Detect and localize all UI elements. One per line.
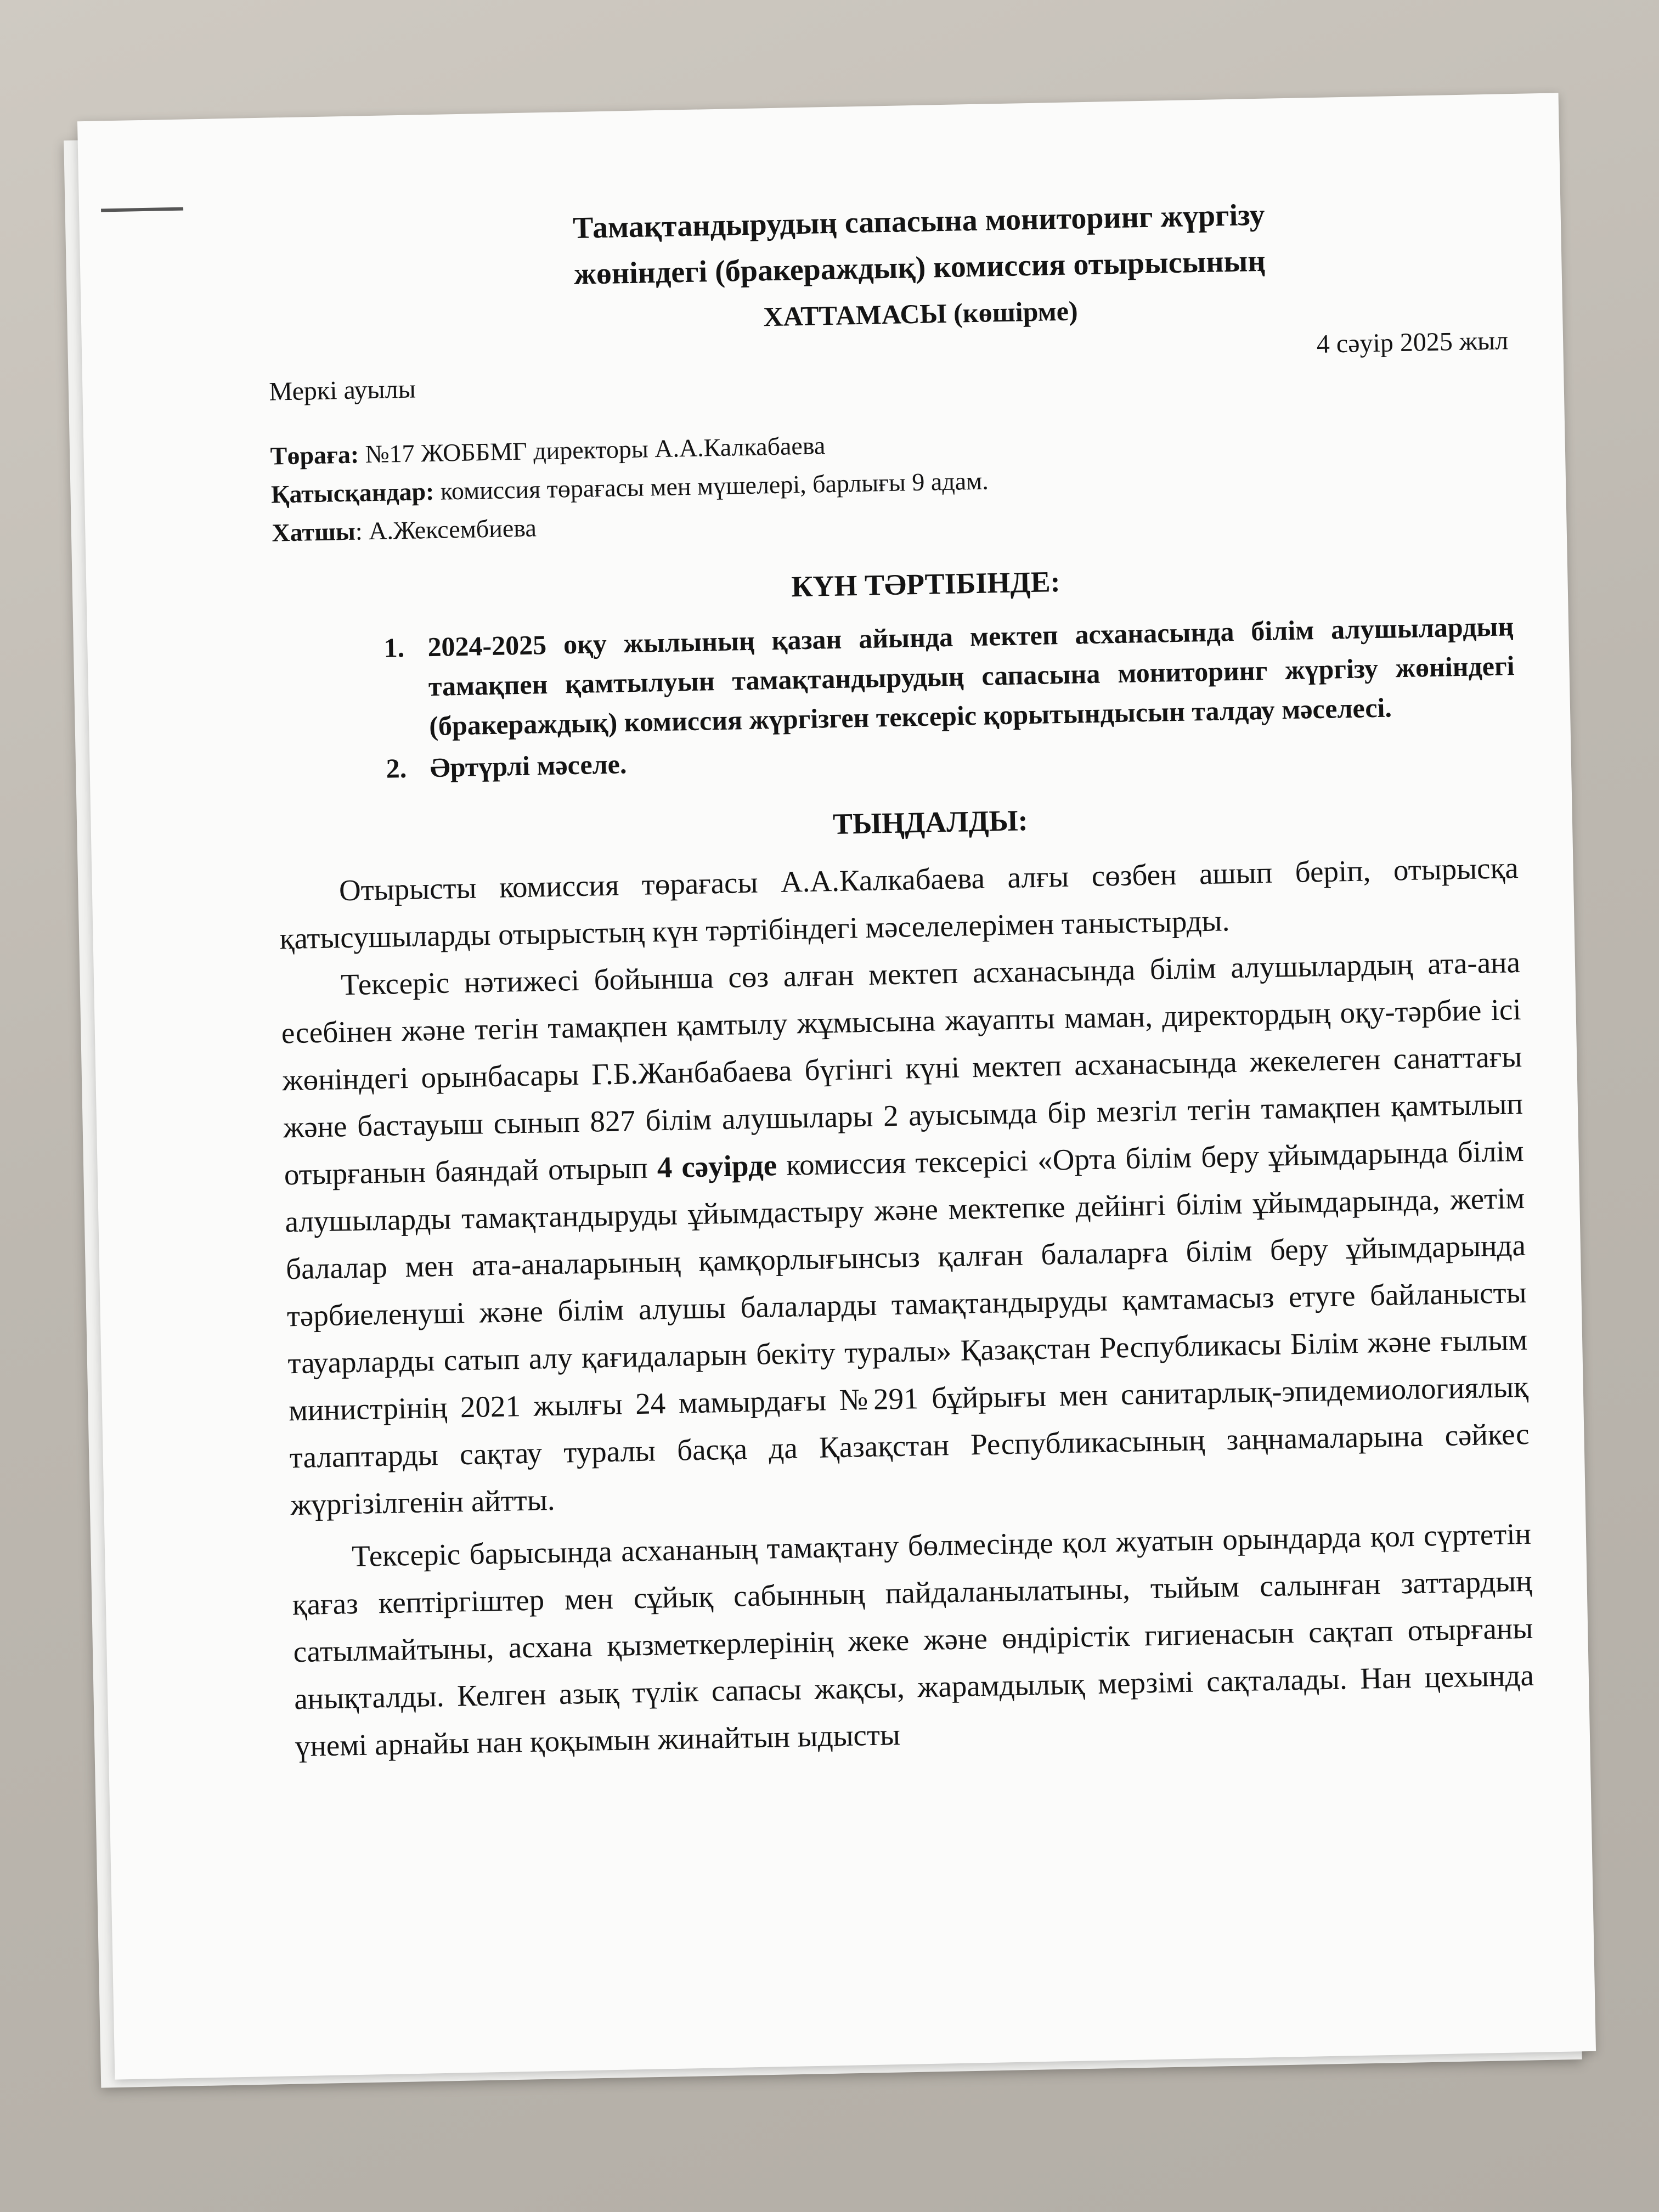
- place-text: Меркі ауылы: [268, 374, 416, 407]
- document-content: [266, 187, 1535, 1770]
- agenda-list: [274, 606, 1516, 790]
- secretary-label: Хатшы: [271, 517, 356, 547]
- paragraph-2: [280, 939, 1530, 1528]
- agenda-heading: КҮН ТӘРТІБІНДЕ:: [791, 565, 1061, 603]
- document-page: [77, 93, 1596, 2079]
- paragraph-1: Отырысты комиссия төрағасы А.А.Калкабаева алғы сөзбен ашып беріп, отырысқа қатысушыларды отырыстың күн тәртібіндегі мәселелерімен таныстырды.: [279, 851, 1519, 956]
- title-line-1: Тамақтандырудың сапасына мониторинг жүргізу: [572, 198, 1265, 245]
- paragraph-2-end: комиссия тексерісі «Орта білім беру ұйымдарында білім алушыларды тамақтандыруды ұйымдастыру және мектепке дейінгі білім ұйымдарында, жетім балалар мен ата-аналарының қамқорлығынсыз қалған балаларға білім беру ұйымдарында тәрбиеленуші және білім алушы балаларды тамақтандыруды қамтамасыз етуге байланысты тауарларды сатып алу қағидаларын бекіту туралы» Қазақстан Республикасы Білім және ғылым министрінің 2021 жылғы 24 мамырдағы №291 бұйрығы мен санитарлық-эпидемиологиялық талаптарды сақтау туралы басқа да Қазақстан Республикасының заңнамаларына сәйкес жүргізілгенін айтты.: [284, 1133, 1530, 1522]
- participants-label: Қатысқандар:: [270, 477, 435, 509]
- agenda-item-number: 1.: [383, 631, 405, 663]
- agenda-item-number: 2.: [386, 752, 407, 784]
- date-text: 4 сәуір 2025 жыл: [1316, 326, 1509, 359]
- document-title: [331, 187, 1508, 348]
- agenda-item-text: 2024-2025 оқу жылының қазан айында мектеп асханасында білім алушылардың тамақпен қамтылуын тамақтандырудың сапасына мониторинг жүргізу жөніндегі (бракераждық) комиссия жүргізген тексеріс қорытындысын талдау мәселесі.: [427, 611, 1515, 742]
- secretary-value: : А.Жексембиева: [355, 514, 537, 545]
- paragraph-2-bold: 4 сәуірде: [657, 1148, 777, 1184]
- heard-heading: ТЫҢДАЛДЫ:: [832, 804, 1029, 841]
- meeting-info: [270, 413, 1512, 552]
- paragraph-3: Тексеріс барысында асхананың тамақтану бөлмесінде қол жуатын орындарда қол сүртетін қағаз кептіргіштер мен сұйық сабынның пайдаланылатыны, тыйым салынған заттардың сатылмайтыны, асхана қызметкерлерінің жеке және өндірістік гигиенасын сақтап отырғаны анықталды. Келген азық түлік сапасы жақсы, жарамдылық мерзімі сақталады. Нан цехында үнемі арнайы нан қоқымын жинайтын ыдысты: [292, 1516, 1534, 1763]
- participants-value: комиссия төрағасы мен мүшелері, барлығы 9 адам.: [433, 466, 989, 505]
- title-line-3: ХАТТАМАСЫ (көшірме): [763, 295, 1079, 332]
- chair-value: №17 ЖОББМГ директоры А.А.Калкабаева: [358, 431, 826, 469]
- pen-mark-line: [101, 207, 183, 212]
- agenda-item: [383, 606, 1516, 747]
- title-line-2: жөніндегі (бракераждық) комиссия отырысының: [573, 244, 1266, 291]
- body-text: [278, 844, 1535, 1770]
- paragraph-2-start: Тексеріс нәтижесі бойынша сөз алған мектеп асханасында білім алушылардың ата-ана есебінен және тегін тамақпен қамтылу жұмысына жауапты маман, директордың оқу-тәрбие ісі жөніндегі орынбасары Г.Б.Жанбабаева бүгінгі күні мектеп асханасында жекелеген санаттағы және бастауыш сынып 827 білім алушылары 2 ауысымда бір мезгіл тегін тамақпен қамтылып отырғанын баяндай отырып: [281, 945, 1523, 1192]
- agenda-item-text: Әртүрлі мәселе.: [430, 748, 627, 783]
- chair-label: Төраға:: [270, 440, 359, 470]
